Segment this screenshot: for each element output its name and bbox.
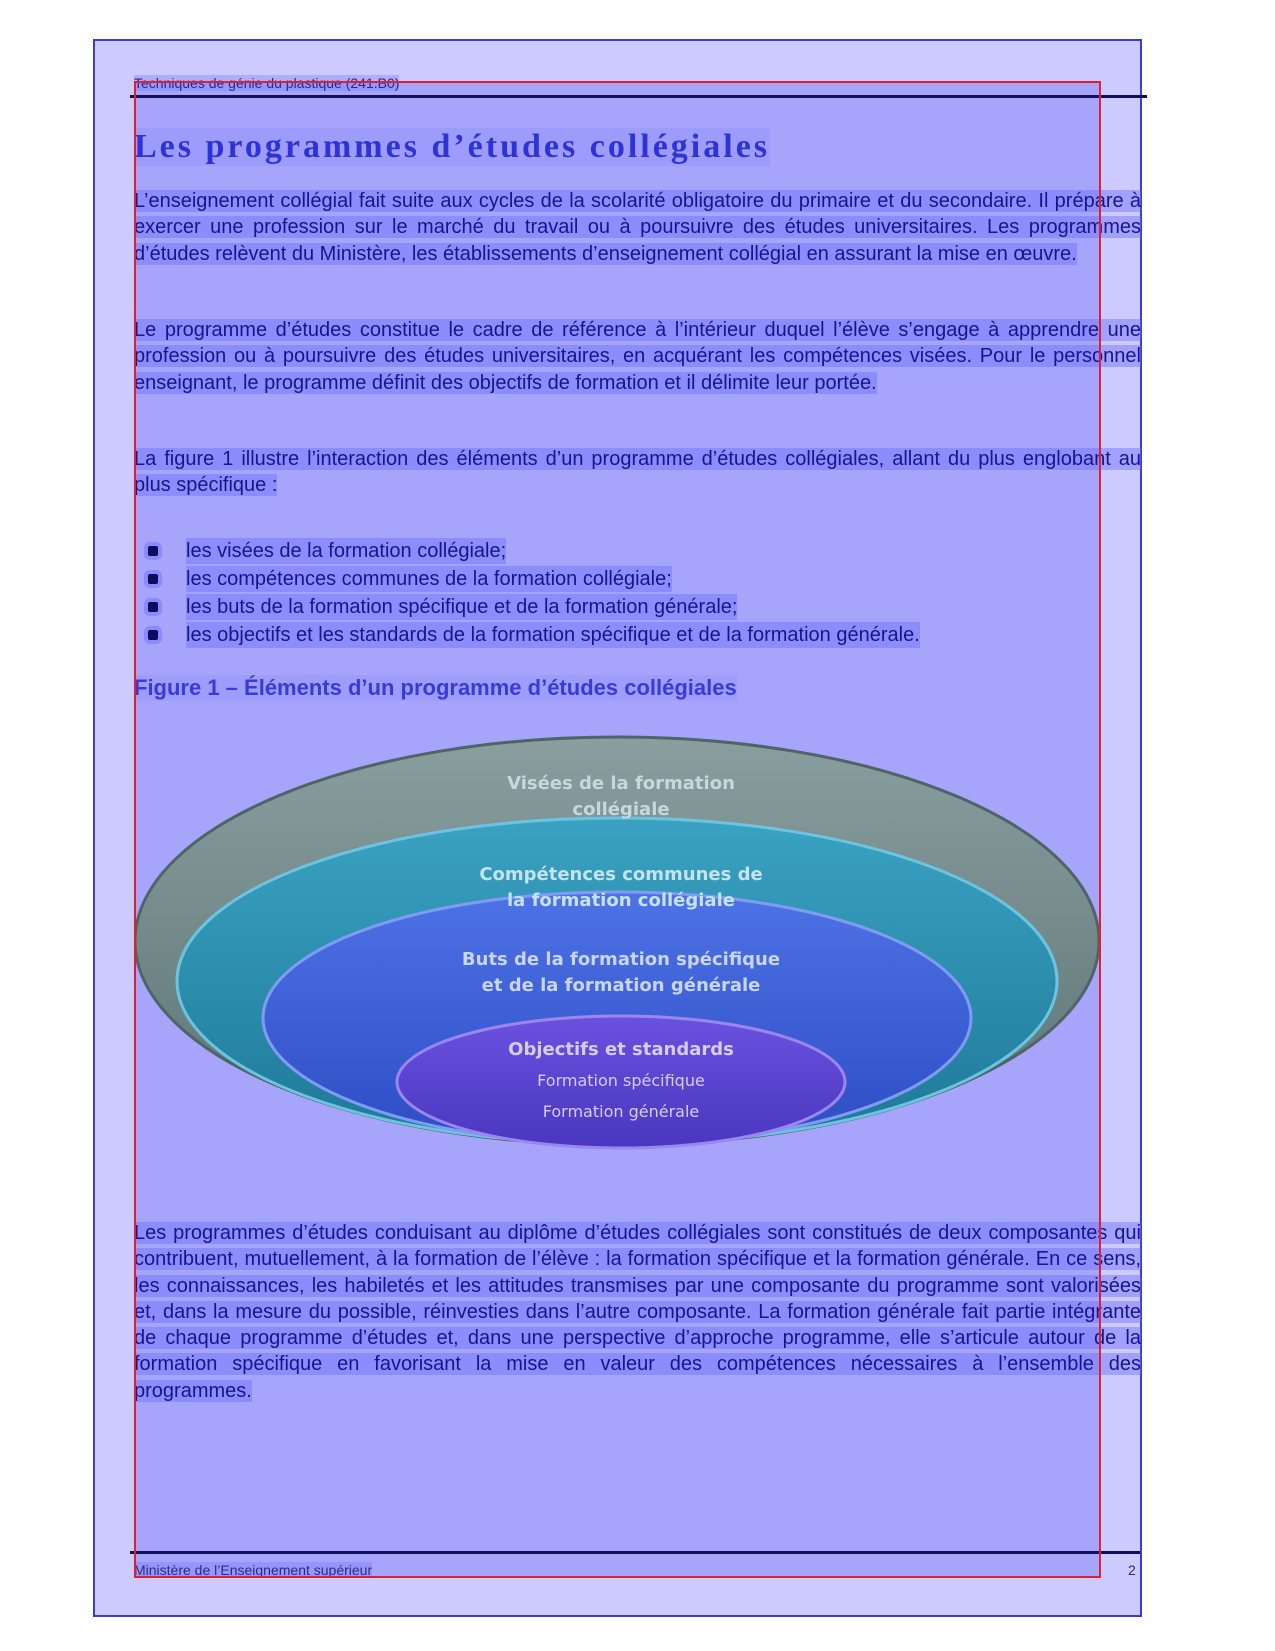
level-objectifs-label-3: Formation générale [542,1102,700,1121]
paragraph-2 [134,317,1141,396]
header-rule [130,95,1147,98]
level-competences-label-1: Compétences communes de [479,864,763,885]
level-objectifs-label-2: Formation spécifique [537,1071,705,1090]
list-item: les compétences communes de la formation collégiale; [148,565,920,593]
figure-caption: Figure 1 – Éléments d’un programme d’études collégiales [134,675,737,700]
paragraph-3-text: La figure 1 illustre l’interaction des éléments d’un programme d’études collégiales, allant du plus englobant au plus spécifique : [134,448,1141,497]
level-buts-label-1: Buts de la formation spécifique [461,949,781,970]
level-visees-label-2: collégiale [572,799,670,820]
page-number: 2 [1128,1562,1136,1578]
closing-paragraph [134,1220,1141,1404]
closing-paragraph-text: Les programmes d’études conduisant au diplôme d’études collégiales sont constitués de deux composantes qui contribuent, mutuellement, à la formation de l’élève : la formation spécifique et la formation générale. En ce sens, les connaissances, les habiletés et les attitudes transmises par une composante du programme sont valorisées et, dans la mesure du possible, réinvesties dans l’autre composante. La formation générale fait partie intégrante de chaque programme d’études et, dans une perspective d’approche programme, elle s’articule autour de la formation spécifique en favorisant la mise en valeur des compétences nécessaires à l’ensemble des programmes. [134,1222,1141,1402]
list-item: les objectifs et les standards de la formation spécifique et de la formation générale. [148,621,920,649]
paragraph-1-text: L’enseignement collégial fait suite aux cycles de la scolarité obligatoire du primaire et du secondaire. Il prépare à exercer une profession sur le marché du travail ou à poursuivre des études universitaires. Les programmes d’études relèvent du Ministère, les établissements d’enseignement collégial en assurant la mise en œuvre. [134,190,1141,265]
page-title: Les programmes d’études collégiales [134,128,771,165]
bullet-icon [148,546,158,556]
list-item: les buts de la formation spécifique et de la formation générale; [148,593,920,621]
running-header: Techniques de génie du plastique (241.B0) [134,75,400,91]
level-visees-label-1: Visées de la formation [507,773,735,794]
footer-rule [130,1551,1140,1554]
running-footer: Ministère de l’Enseignement supérieur [134,1562,373,1578]
element-list [148,537,920,649]
list-item: les visées de la formation collégiale; [148,537,920,565]
level-buts-label-2: et de la formation générale [481,975,761,996]
bullet-icon [148,602,158,612]
level-competences-label-2: la formation collégiale [507,890,735,911]
level-objectifs-label-1: Objectifs et standards [508,1039,734,1060]
bullet-icon [148,574,158,584]
bullet-icon [148,630,158,640]
paragraph-2-text: Le programme d’études constitue le cadre de référence à l’intérieur duquel l’élève s’engage à apprendre une profession ou à poursuivre des études universitaires, en acquérant les compétences visées. Pour le personnel enseignant, le programme définit des objectifs de formation et il délimite leur portée. [134,319,1141,394]
paragraph-3 [134,446,1141,499]
nested-ellipses-diagram [135,735,1105,1165]
paragraph-1 [134,188,1141,267]
